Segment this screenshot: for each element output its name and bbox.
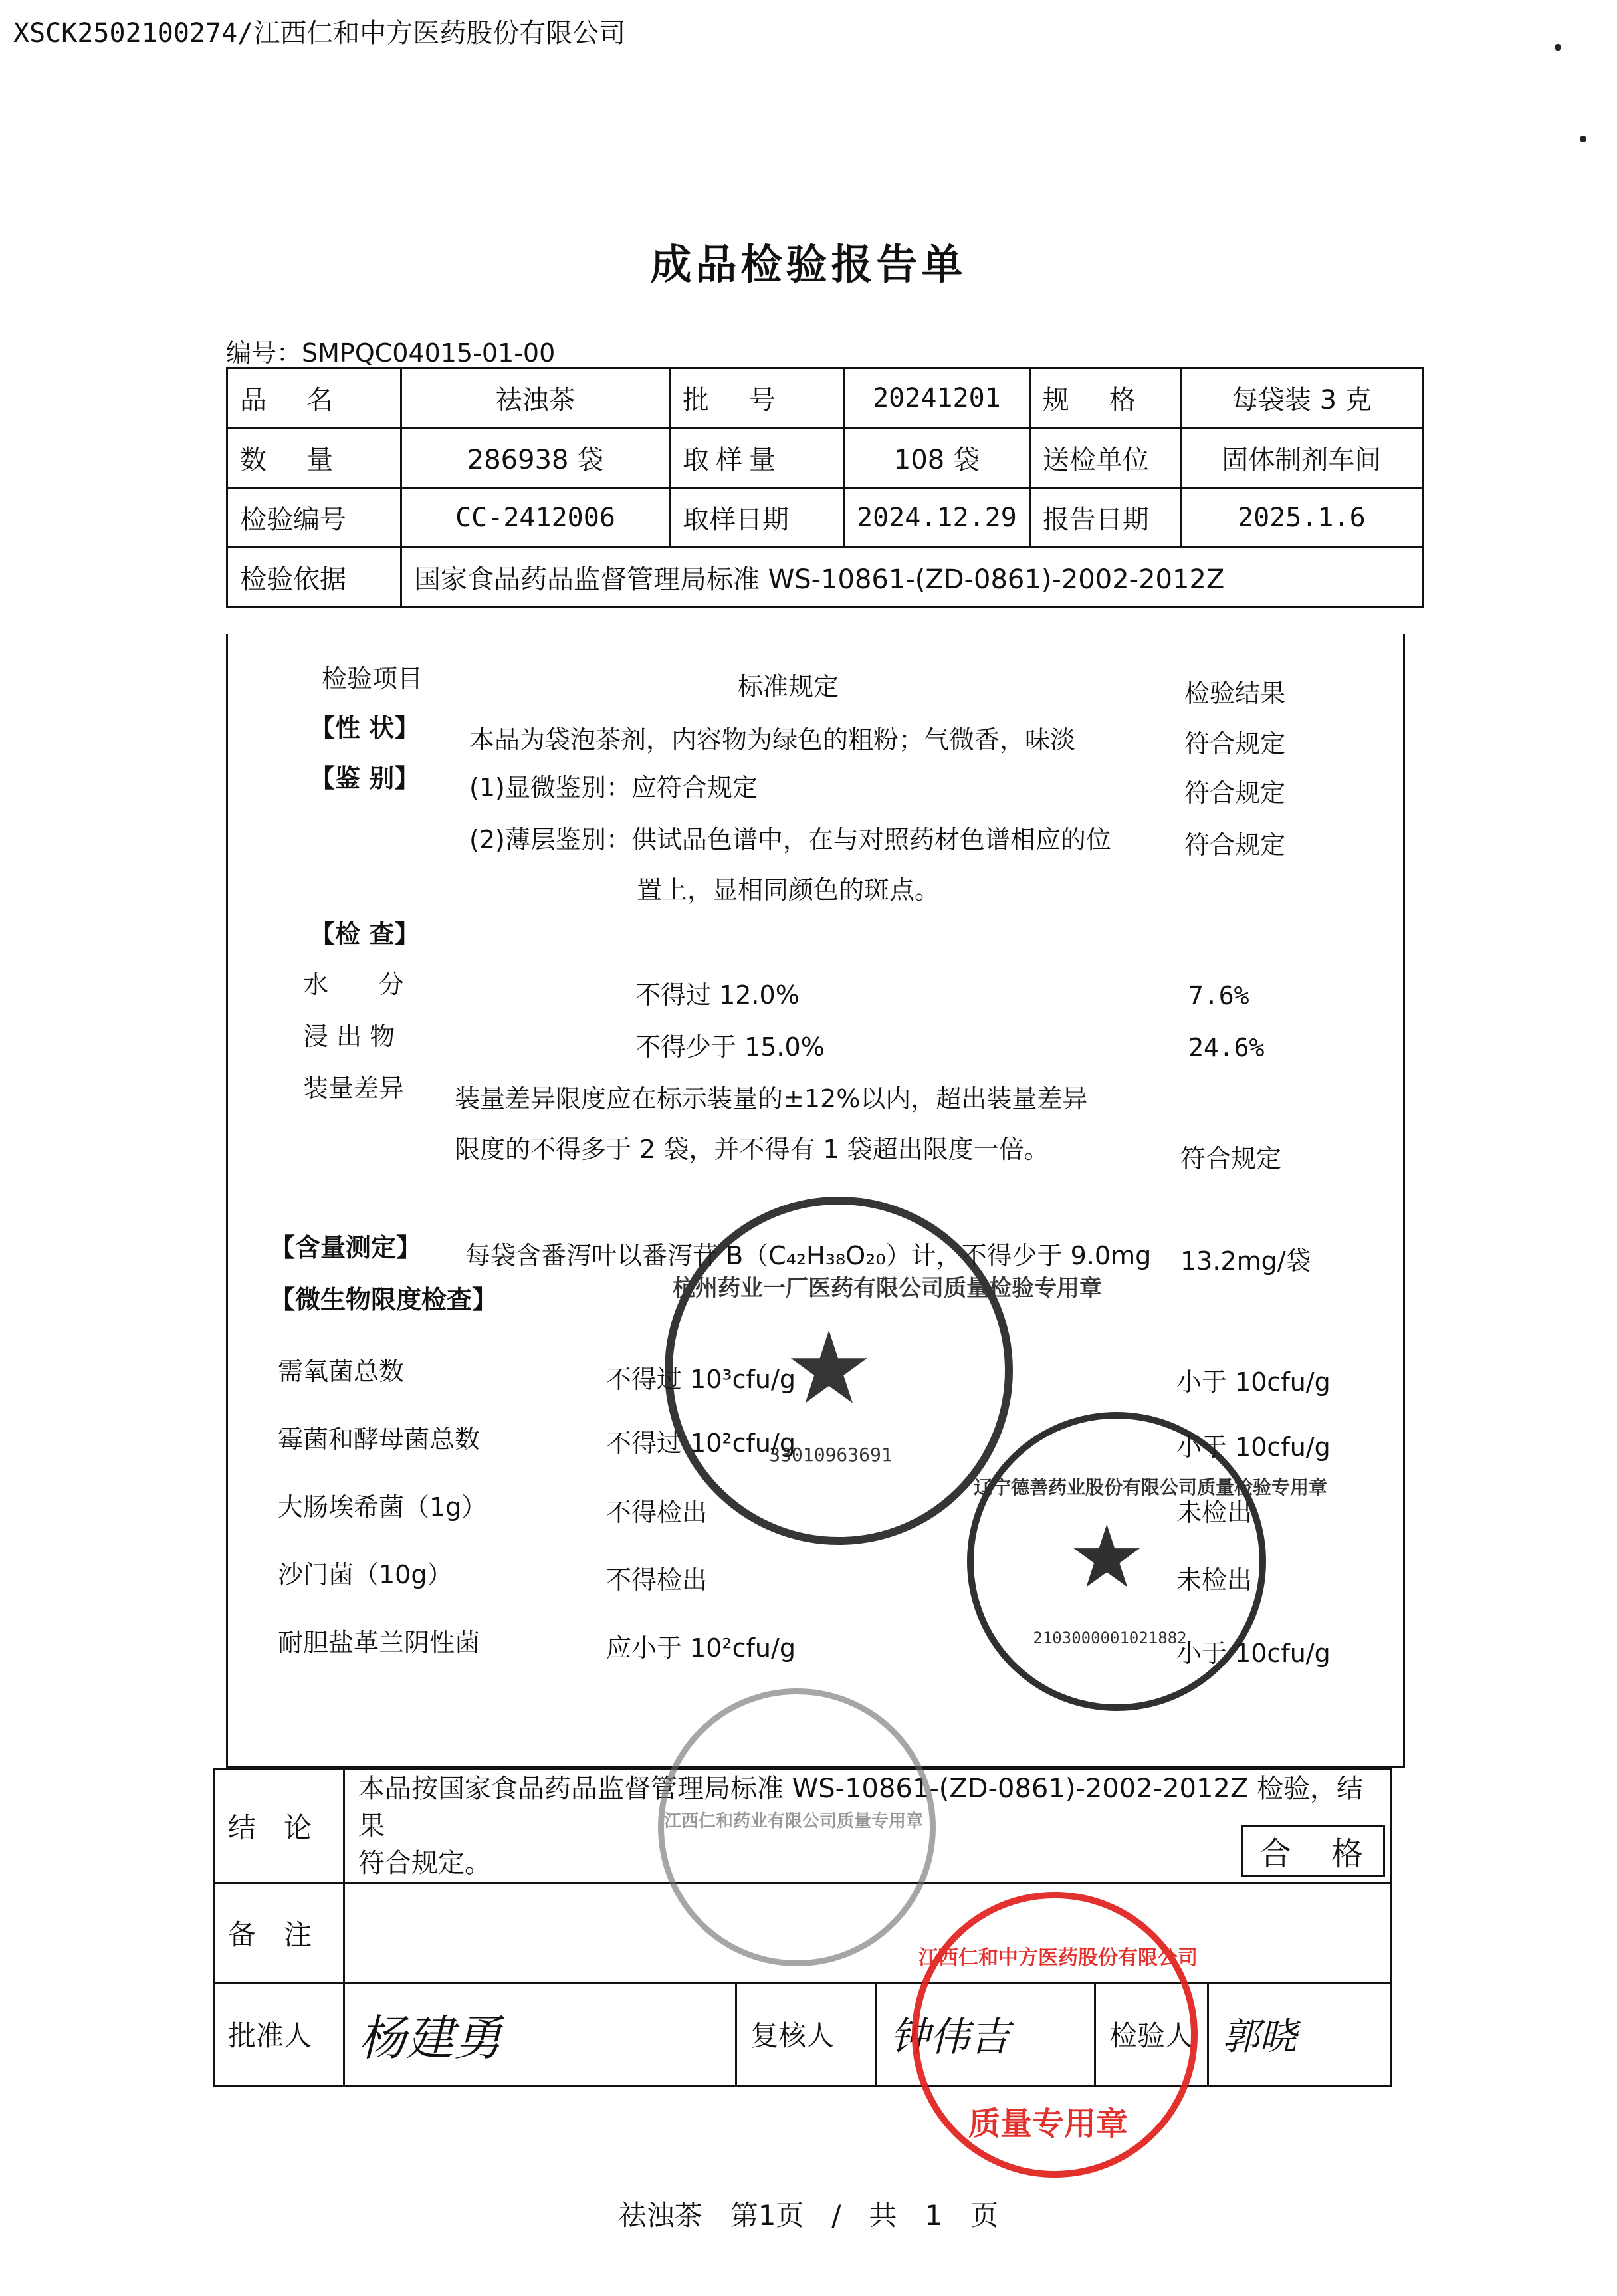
microbial-result-4: 未检出 [1176, 1565, 1253, 1595]
microbial-std-1: 不得过 10³cfu/g [606, 1365, 796, 1394]
microbial-result-2: 小于 10cfu/g [1176, 1433, 1331, 1462]
water-standard: 不得过 12.0% [635, 980, 800, 1010]
report-date-value: 2025.1.6 [1180, 488, 1422, 548]
fill-variance-label: 装量差异 [303, 1074, 405, 1103]
remark-value [344, 1883, 1392, 1983]
microbial-name-5: 耐胆盐革兰阴性菌 [278, 1628, 481, 1657]
microbial-name-3: 大肠埃希菌（1g） [278, 1492, 487, 1522]
extract-standard: 不得少于 15.0% [635, 1032, 825, 1062]
basis-value: 国家食品药品监督管理局标准 WS-10861-(ZD-0861)-2002-2012Z [401, 548, 1423, 608]
batch-value: 20241201 [844, 368, 1030, 428]
microbial-name-1: 需氧菌总数 [278, 1357, 405, 1386]
spec-value: 每袋装 3 克 [1180, 368, 1422, 428]
microbial-std-3: 不得检出 [606, 1498, 708, 1527]
remark-label: 备 注 [214, 1883, 344, 1983]
inspection-label: 【检 查】 [310, 919, 420, 949]
fill-variance-standard-line2: 限度的不得多于 2 袋，并不得有 1 袋超出限度一倍。 [455, 1135, 1049, 1164]
approver-signature: 杨建勇 [344, 1983, 736, 2086]
microbial-name-2: 霉菌和酵母菌总数 [278, 1425, 481, 1454]
identification-label: 【鉴 别】 [310, 764, 420, 793]
conclusion-text-line1: 本品按国家食品药品监督管理局标准 WS-10861-(ZD-0861)-2002-2012Z 检验，结果 [358, 1774, 1363, 1841]
appearance-result: 符合规定 [1184, 729, 1286, 758]
dept-value: 固体制剂车间 [1180, 428, 1422, 488]
water-label: 水 分 [303, 970, 405, 999]
stamp-2-code: 2103000001021882 [1033, 1629, 1187, 1647]
inspector-label: 检验人 [1095, 1983, 1208, 2086]
product-label: 品 名 [227, 368, 401, 428]
microbial-std-2: 不得过 10²cfu/g [606, 1429, 796, 1458]
fill-variance-standard-line1: 装量差异限度应在标示装量的±12%以内，超出装量差异 [455, 1084, 1088, 1113]
spec-label: 规 格 [1029, 368, 1180, 428]
identification-item2-line2: 置上，显相同颜色的斑点。 [637, 875, 940, 905]
qty-label: 数 量 [227, 428, 401, 488]
stamp-4-bottom: 质量专用章 [968, 2105, 1128, 2142]
microbial-result-1: 小于 10cfu/g [1176, 1367, 1331, 1397]
stamp-1-star-icon: ★ [784, 1311, 874, 1427]
sample-qty-value: 108 袋 [844, 428, 1030, 488]
conclusion-cell [344, 1770, 1392, 1883]
microbial-result-3: 未检出 [1176, 1498, 1253, 1527]
assay-result: 13.2mg/袋 [1180, 1246, 1311, 1276]
report-title: 成品检验报告单 [650, 240, 967, 288]
info-table [226, 367, 1424, 608]
basis-label: 检验依据 [227, 548, 401, 608]
microbial-std-5: 应小于 10²cfu/g [606, 1633, 796, 1663]
conclusion-table [213, 1768, 1392, 2087]
extract-label: 浸 出 物 [303, 1022, 395, 1051]
stamp-3-text: 江西仁和药业有限公司质量专用章 [664, 1811, 924, 1831]
scan-speck [1580, 136, 1586, 142]
appearance-label: 【性 状】 [310, 713, 420, 743]
reviewer-signature: 钟伟吉 [876, 1983, 1095, 2086]
reviewer-label: 复核人 [736, 1983, 876, 2086]
microbial-std-4: 不得检出 [606, 1565, 708, 1595]
dept-label: 送检单位 [1029, 428, 1180, 488]
verdict-box: 合 格 [1241, 1825, 1385, 1877]
microbial-result-5: 小于 10cfu/g [1176, 1639, 1331, 1668]
batch-label: 批 号 [670, 368, 844, 428]
stamp-1-code: 33010963691 [769, 1444, 893, 1466]
column-result-header: 检验结果 [1184, 679, 1286, 708]
test-no-value: CC-2412006 [401, 488, 670, 548]
identification-item1: (1)显微鉴别：应符合规定 [469, 773, 758, 802]
stamp-2-text: 辽宁德善药业股份有限公司质量检验专用章 [974, 1476, 1328, 1498]
microbial-name-4: 沙门菌（10g） [278, 1560, 453, 1589]
identification-item2-line1: (2)薄层鉴别：供试品色谱中，在与对照药材色谱相应的位 [469, 825, 1111, 854]
stamp-1-text: 杭州药业一厂医药有限公司质量检验专用章 [673, 1275, 1102, 1302]
conclusion-text-line2: 符合规定。 [358, 1848, 491, 1879]
appearance-standard: 本品为袋泡茶剂，内容物为绿色的粗粉；气微香，味淡 [469, 725, 1076, 754]
page-footer: 祛浊茶 第1页 / 共 1 页 [618, 2199, 999, 2232]
approver-label: 批准人 [214, 1983, 344, 2086]
stamp-2-star-icon: ★ [1068, 1506, 1146, 1607]
sample-date-label: 取样日期 [670, 488, 844, 548]
scan-speck [1555, 44, 1561, 51]
identification-result1: 符合规定 [1184, 778, 1286, 808]
extract-result: 24.6% [1188, 1033, 1265, 1062]
identification-result2: 符合规定 [1184, 830, 1286, 860]
assay-label: 【含量测定】 [270, 1233, 422, 1262]
sample-qty-label: 取样量 [670, 428, 844, 488]
microbial-label: 【微生物限度检查】 [270, 1285, 498, 1314]
report-date-label: 报告日期 [1029, 488, 1180, 548]
fill-variance-result: 符合规定 [1180, 1144, 1282, 1173]
qty-value: 286938 袋 [401, 428, 670, 488]
water-result: 7.6% [1188, 981, 1249, 1010]
product-value: 祛浊茶 [401, 368, 670, 428]
document-number: 编号：SMPQC04015-01-00 [226, 338, 556, 368]
source-header: XSCK2502100274/江西仁和中方医药股份有限公司 [13, 18, 626, 49]
column-item-header: 检验项目 [322, 664, 423, 693]
conclusion-label: 结 论 [214, 1770, 344, 1883]
test-no-label: 检验编号 [227, 488, 401, 548]
assay-standard: 每袋含番泻叶以番泻苷 B（C₄₂H₃₈O₂₀）计，不得少于 9.0mg [465, 1241, 1152, 1270]
stamp-4-text: 江西仁和中方医药股份有限公司 [918, 1946, 1198, 1970]
sample-date-value: 2024.12.29 [844, 488, 1030, 548]
inspector-signature: 郭晓 [1208, 1983, 1392, 2086]
column-standard-header: 标准规定 [738, 672, 839, 701]
